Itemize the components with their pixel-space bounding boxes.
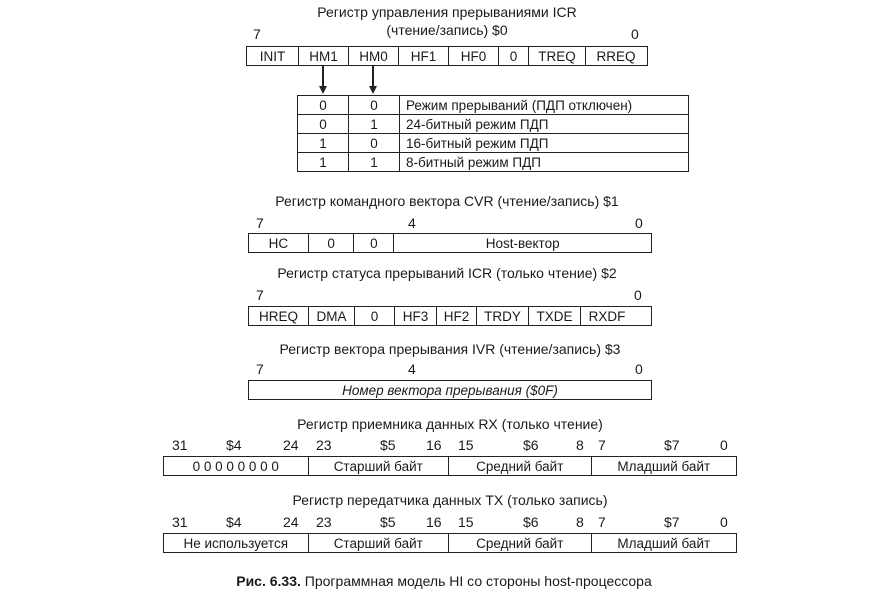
mode-description: 8-битный режим ПДП [400,153,689,172]
ivr-title: Регистр вектора прерывания IVR (чтение/запись) $3 [279,341,621,357]
rx-bit-label: 23 [316,437,332,453]
rx-bit-label: 0 [720,437,728,453]
mode-hm1-value: 0 [298,115,349,134]
icr-register [246,46,648,66]
rx-title: Регистр приемника данных RX (только чтение) [297,416,603,432]
tx-bit-label: 7 [598,514,606,530]
rx-bit-label: 7 [598,437,606,453]
icr-bit-hf1: HF1 [399,47,449,65]
tx-byte-address: $4 [226,514,242,530]
isr-bit-hf3: HF3 [395,307,437,325]
isr-bit-lo: 0 [634,287,642,303]
table-row [298,115,689,134]
rx-bit-label: 15 [458,437,474,453]
ivr-bit-mid: 4 [408,361,416,377]
icr-title-line1: Регистр управления прерываниями ICR [317,4,577,20]
tx-bit-label: 8 [576,514,584,530]
rx-field-low-byte: Младший байт [617,458,711,474]
icr-bit-hm1: HM1 [299,47,349,65]
isr-title: Регистр статуса прерываний ICR (только чтение) $2 [277,265,617,281]
cvr-field-hc: HC [249,234,309,252]
tx-field-high-byte: Старший байт [309,534,450,552]
cvr-register [248,233,652,253]
arrow-hm1-head [319,86,327,94]
icr-bit-treq: TREQ [529,47,586,65]
table-row [298,134,689,153]
mode-hm1-value: 1 [298,153,349,172]
mode-hm0-value: 0 [349,134,400,153]
isr-bit-dma: DMA [309,307,355,325]
icr-bit-hm0: HM0 [349,47,399,65]
tx-bit-label: 23 [316,514,332,530]
tx-byte-address: $6 [523,514,539,530]
isr-bit-zero: 0 [355,307,395,325]
rx-field-high-byte: Старший байт [309,457,450,475]
cvr-title: Регистр командного вектора CVR (чтение/запись) $1 [275,193,619,209]
tx-bit-label: 15 [458,514,474,530]
isr-bit-hreq: HREQ [249,307,309,325]
table-row [298,96,689,115]
rx-bit-label: 31 [172,437,188,453]
rx-bit-label: 24 [283,437,299,453]
figure-caption-label: Рис. 6.33. [236,573,301,589]
cvr-bit-hi: 7 [256,215,264,231]
table-row [298,153,689,172]
icr-title-line2: (чтение/запись) $0 [386,22,508,38]
tx-bit-label: 31 [172,514,188,530]
arrow-hm0-line [372,66,374,88]
tx-bit-label: 0 [720,514,728,530]
ivr-register [248,380,652,400]
icr-bit-rreq: RREQ [596,48,636,64]
cvr-field-host-vector: Host-вектор [485,235,560,251]
isr-bit-txde: TXDE [529,307,581,325]
tx-byte-address: $7 [664,514,680,530]
rx-field-mid-byte: Средний байт [449,457,592,475]
rx-byte-address: $4 [226,437,242,453]
cvr-field-zero: 0 [354,234,394,252]
icr-bit-init: INIT [247,47,299,65]
isr-bit-rxdf: RXDF [588,308,626,324]
cvr-bit-mid: 4 [408,215,416,231]
mode-hm0-value: 1 [349,115,400,134]
rx-bit-label: 8 [576,437,584,453]
rx-byte-address: $7 [664,437,680,453]
icr-bit-hi: 7 [253,26,261,42]
figure-caption-text: Программная модель HI со стороны host-процессора [304,573,652,589]
tx-byte-address: $5 [380,514,396,530]
icr-bit-lo: 0 [631,26,639,42]
isr-bit-trdy: TRDY [477,307,529,325]
cvr-field-zero: 0 [309,234,355,252]
dma-mode-table [297,95,689,172]
tx-field-unused: Не используется [164,534,309,552]
rx-field-zeros: 0 0 0 0 0 0 0 0 [164,457,309,475]
arrow-hm0-head [369,86,377,94]
mode-hm0-value: 1 [349,153,400,172]
isr-bit-hi: 7 [256,287,264,303]
cvr-bit-lo: 0 [635,215,643,231]
rx-register [163,456,737,476]
mode-description: 24-битный режим ПДП [400,115,689,134]
isr-bit-hf2: HF2 [437,307,477,325]
mode-hm1-value: 1 [298,134,349,153]
figure-caption [236,573,652,589]
icr-bit-zero: 0 [499,47,529,65]
mode-hm0-value: 0 [349,96,400,115]
rx-bit-label: 16 [426,437,442,453]
ivr-bit-hi: 7 [256,361,264,377]
mode-description: 16-битный режим ПДП [400,134,689,153]
rx-byte-address: $6 [523,437,539,453]
tx-bit-label: 24 [283,514,299,530]
isr-register [248,306,652,326]
mode-description: Режим прерываний (ПДП отключен) [400,96,689,115]
mode-hm1-value: 0 [298,96,349,115]
tx-field-mid-byte: Средний байт [449,534,592,552]
ivr-bit-lo: 0 [635,361,643,377]
tx-field-low-byte: Младший байт [617,535,711,551]
tx-register [163,533,737,553]
arrow-hm1-line [322,66,324,88]
tx-bit-label: 16 [426,514,442,530]
ivr-field-vector-number: Номер вектора прерывания ($0F) [342,382,558,398]
tx-title: Регистр передатчика данных TX (только запись) [292,492,608,508]
icr-bit-hf0: HF0 [449,47,499,65]
rx-byte-address: $5 [380,437,396,453]
